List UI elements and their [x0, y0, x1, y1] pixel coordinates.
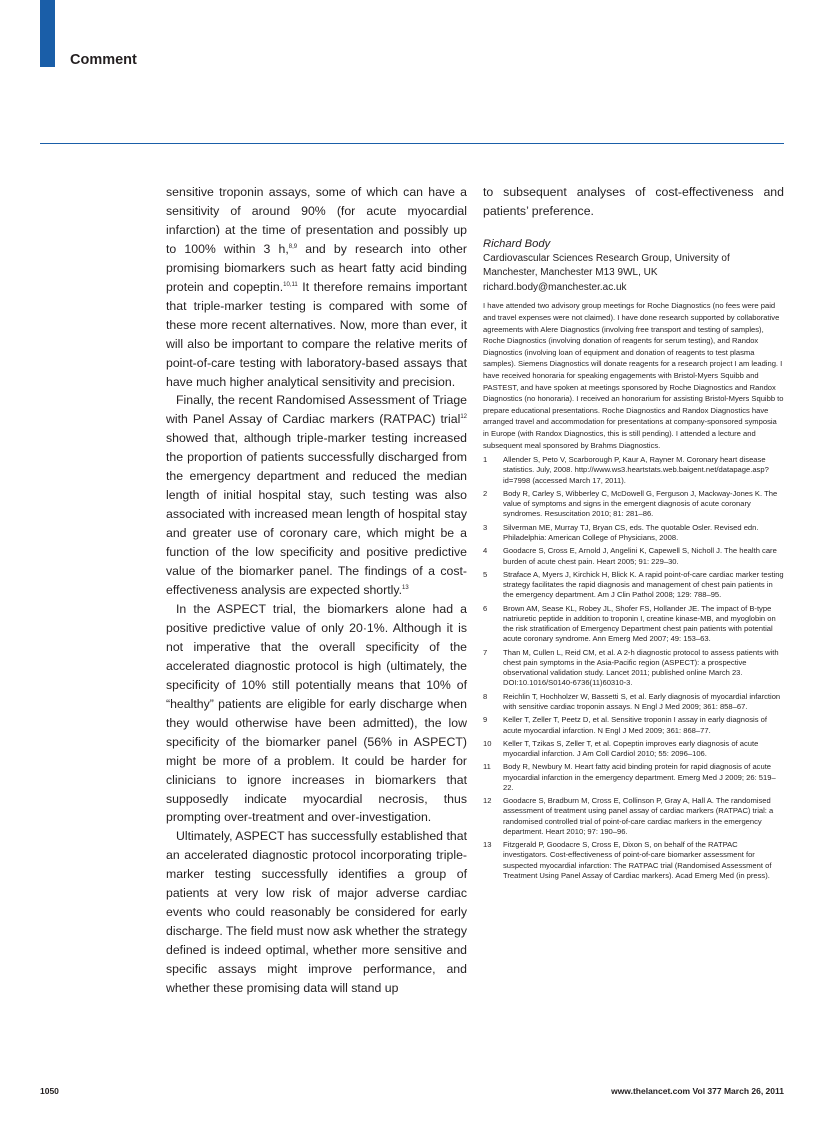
reference-text: Keller T, Zeller T, Peetz D, et al. Sensitive troponin I assay in early diagnosis of acute myocardial infarction. N Engl J Med 2009; 361: 868–77. — [503, 715, 767, 735]
reference-text: Goodacre S, Cross E, Arnold J, Angelini K, Capewell S, Nicholl J. The health care burden of acute chest pain. Heart 2005; 91: 229–30. — [503, 546, 777, 566]
reference-item — [483, 648, 784, 689]
reference-number: 7 — [483, 647, 488, 657]
body-text-run: showed that, although triple-marker testing increased the proportion of patients successfully discharged from the emergency department and reduced the median length of initial hospital stay, such testing was also associated with increased mean length of hospital stay and greater use of coronary care, which might be a function of the low specificity and positive predictive value of the biomarker panel. The findings of a cost-effectiveness analysis are expected shortly. — [166, 431, 467, 598]
reference-item — [483, 840, 784, 881]
body-paragraph-4: Ultimately, ASPECT has successfully established that an accelerated diagnostic protocol incorporating triple-marker testing successfully identifies a group of patients at very low risk of major adverse cardiac events who could reasonably be considered for early discharge. The field must now ask whether the strategy defined is indeed optimal, whether more sensitive and specific assays might improve performance, and whether these promising data will stand up — [166, 829, 467, 996]
reference-number: 11 — [483, 762, 491, 772]
reference-number: 3 — [483, 522, 488, 532]
reference-item — [483, 546, 784, 566]
reference-item — [483, 455, 784, 486]
reference-text: Body R, Newbury M. Heart fatty acid binding protein for rapid diagnosis of acute myocardial infarction in the emergency department. Emerg Med J 2009; 26: 519–22. — [503, 762, 776, 792]
reference-number: 4 — [483, 546, 488, 556]
reference-item — [483, 715, 784, 735]
citation-superscript: 8,9 — [288, 243, 298, 250]
reference-number: 9 — [483, 715, 488, 725]
reference-item — [483, 739, 784, 759]
body-paragraph-continued: to subsequent analyses of cost-effectiveness and patients’ preference. — [483, 185, 784, 218]
reference-list — [483, 455, 784, 881]
reference-number: 10 — [483, 738, 492, 748]
reference-text: Goodacre S, Bradburn M, Cross E, Collinson P, Gray A, Hall A. The randomised assessment of treatment using panel assay of cardiac markers (RATPAC) trial: a randomised controlled trial of point-of-care cardiac markers in the emergency department. Heart 2010; 97: 190–96. — [503, 796, 774, 836]
reference-item — [483, 489, 784, 520]
reference-item — [483, 692, 784, 712]
reference-item — [483, 570, 784, 601]
conflict-of-interest-statement: I have attended two advisory group meetings for Roche Diagnostics (no fees were paid and travel expenses were not claimed). I have done research supported by collaborative agreements with Alere Diagnostics (involving free transport and testing of samples), Roche Diagnostics (involving donation of reagents for serum testing), and Randox Diagnostics (involving loan of equipment and donation of reagents to test plasma samples). Siemens Diagnostics will donate reagents for a research project I am leading. I have received honoraria for speaking engagements with Bristol-Myers Squibb and PASTEST, and have spoken at meetings sponsored by Roche Diagnostics and Randox Diagnostics (no honoraria). I received an honorarium for assisting Bristol-Myers Squibb to prepare educational presentations. Roche Diagnostics and Randox Diagnostics have arranged travel and accommodation for presentations at company-sponsored symposia in Europe (with Randox Diagnostics, this is still pending). I attended a lecture and subsequent meal sponsored by Brahms Diagnostics. — [483, 301, 784, 450]
reference-text: Allender S, Peto V, Scarborough P, Kaur A, Rayner M. Coronary heart disease statistics. July, 2008. http://www.ws3.heartstats.web.baigent.net/datapage.asp?id=7998 (accessed March 17, 2011). — [503, 455, 769, 485]
reference-item — [483, 796, 784, 837]
reference-number: 1 — [483, 455, 488, 465]
body-text-left-column — [166, 183, 467, 998]
reference-text: Silverman ME, Murray TJ, Bryan CS, eds. The quotable Osler. Revised edn. Philadelphia: American College of Physicians, 2008. — [503, 522, 759, 542]
reference-text: Straface A, Myers J, Kirchick H, Blick K. A rapid point-of-care cardiac marker testing strategy facilitates the rapid diagnosis and management of chest pain patients in the emergency department. Am J Clin Pathol 2008; 129: 788–95. — [503, 569, 784, 600]
citation-superscript: 13 — [402, 584, 409, 591]
reference-number: 12 — [483, 796, 492, 806]
body-paragraph-1 — [166, 183, 467, 391]
right-column — [483, 183, 784, 884]
reference-text: Fitzgerald P, Goodacre S, Cross E, Dixon S, on behalf of the RATPAC investigators. Cost-effectiveness of point-of-care biomarker assessment for suspected myocardial infarction: The RATPAC trial (Randomised Assessment of Treatment Using Panel Assay of Cardiac markers). Acad Emerg Med (in press). — [503, 840, 772, 880]
footer-citation[interactable]: www.thelancet.com Vol 377 March 26, 2011 — [611, 1086, 784, 1096]
reference-text: Keller T, Tzikas S, Zeller T, et al. Copeptin improves early diagnosis of acute myocardial infarction. J Am Coll Cardiol 2010; 55: 2096–106. — [503, 738, 759, 759]
author-email[interactable]: richard.body@manchester.ac.uk — [483, 281, 627, 293]
reference-number: 5 — [483, 569, 488, 579]
header-rule — [40, 143, 784, 144]
citation-superscript: 12 — [460, 414, 467, 421]
reference-number: 8 — [483, 691, 488, 701]
reference-item — [483, 604, 784, 645]
page-number: 1050 — [40, 1086, 59, 1096]
body-paragraph-3: In the ASPECT trial, the biomarkers alone had a positive predictive value of only 20·1%. Although it is not imperative that the overall specificity of the accelerated diagnostic protocol is high (ultimately, the specificity of 10% still potentially means that 10% of “healthy” patients are eligible for early discharge when they would otherwise have been admitted), the low specificity of the biomarker panel (56% in ASPECT) might be more of a problem. It could be harder for clinicians to ignore increases in biomarkers that supposedly indicate myocardial necrosis, thus prompting over-treatment and over-investigation. — [166, 601, 467, 825]
reference-number: 2 — [483, 488, 488, 498]
citation-superscript: 10,11 — [283, 281, 298, 288]
body-paragraph-2 — [166, 391, 467, 599]
body-text-run: Finally, the recent Randomised Assessment of Triage with Panel Assay of Cardiac markers (RATPAC) trial — [166, 393, 467, 427]
reference-number: 6 — [483, 603, 488, 613]
author-affiliation: Cardiovascular Sciences Research Group, University of Manchester, Manchester M13 9WL, UK — [483, 252, 730, 279]
body-text-run: and by research into other promising biomarkers such as heart fatty acid binding protein and copeptin. — [166, 241, 467, 294]
reference-text: Brown AM, Sease KL, Robey JL, Shofer FS, Hollander JE. The impact of B-type natriuretic peptide in addition to troponin I, creatine kinase-MB, and myoglobin on the risk stratification of Emergency Department chest pain patients with potential acute coronary syndrome. Ann Emerg Med 2007; 49: 153–63. — [503, 603, 776, 644]
author-name: Richard Body — [483, 237, 551, 250]
reference-text: Than M, Cullen L, Reid CM, et al. A 2-h diagnostic protocol to assess patients with chest pain symptoms in the Asia-Pacific region (ASPECT): a prospective observational validation study. Lancet 2011; published online March 23. DOI:10.1016/S0140-6736(11)60310-3. — [503, 647, 779, 688]
section-label: Comment — [70, 52, 137, 68]
body-text-run: sensitive troponin assays, some of which can have a sensitivity of around 90% (for acute myocardial infarction) at the time of presentation and possibly up to 100% within 3 h, — [166, 185, 467, 256]
reference-text: Reichlin T, Hochholzer W, Bassetti S, et al. Early diagnosis of myocardial infarction with sensitive cardiac troponin assays. N Engl J Med 2009; 361: 858–67. — [503, 691, 781, 711]
header-accent-bar — [40, 0, 55, 67]
reference-item — [483, 523, 784, 543]
reference-number: 13 — [483, 840, 492, 850]
reference-text: Body R, Carley S, Wibberley C, McDowell G, Ferguson J, Mackway-Jones K. The value of symptoms and signs in the emergent diagnosis of acute coronary syndromes. Resuscitation 2010; 81: 281–86. — [503, 488, 778, 519]
body-text-run: It therefore remains important that triple-marker testing is compared with some of these more recent alternatives. Now, more than ever, it will also be important to compare the relative merits of point-of-care testing with laboratory-based assays that have much higher analytical sensitivity and precision. — [166, 279, 467, 389]
reference-item — [483, 762, 784, 793]
